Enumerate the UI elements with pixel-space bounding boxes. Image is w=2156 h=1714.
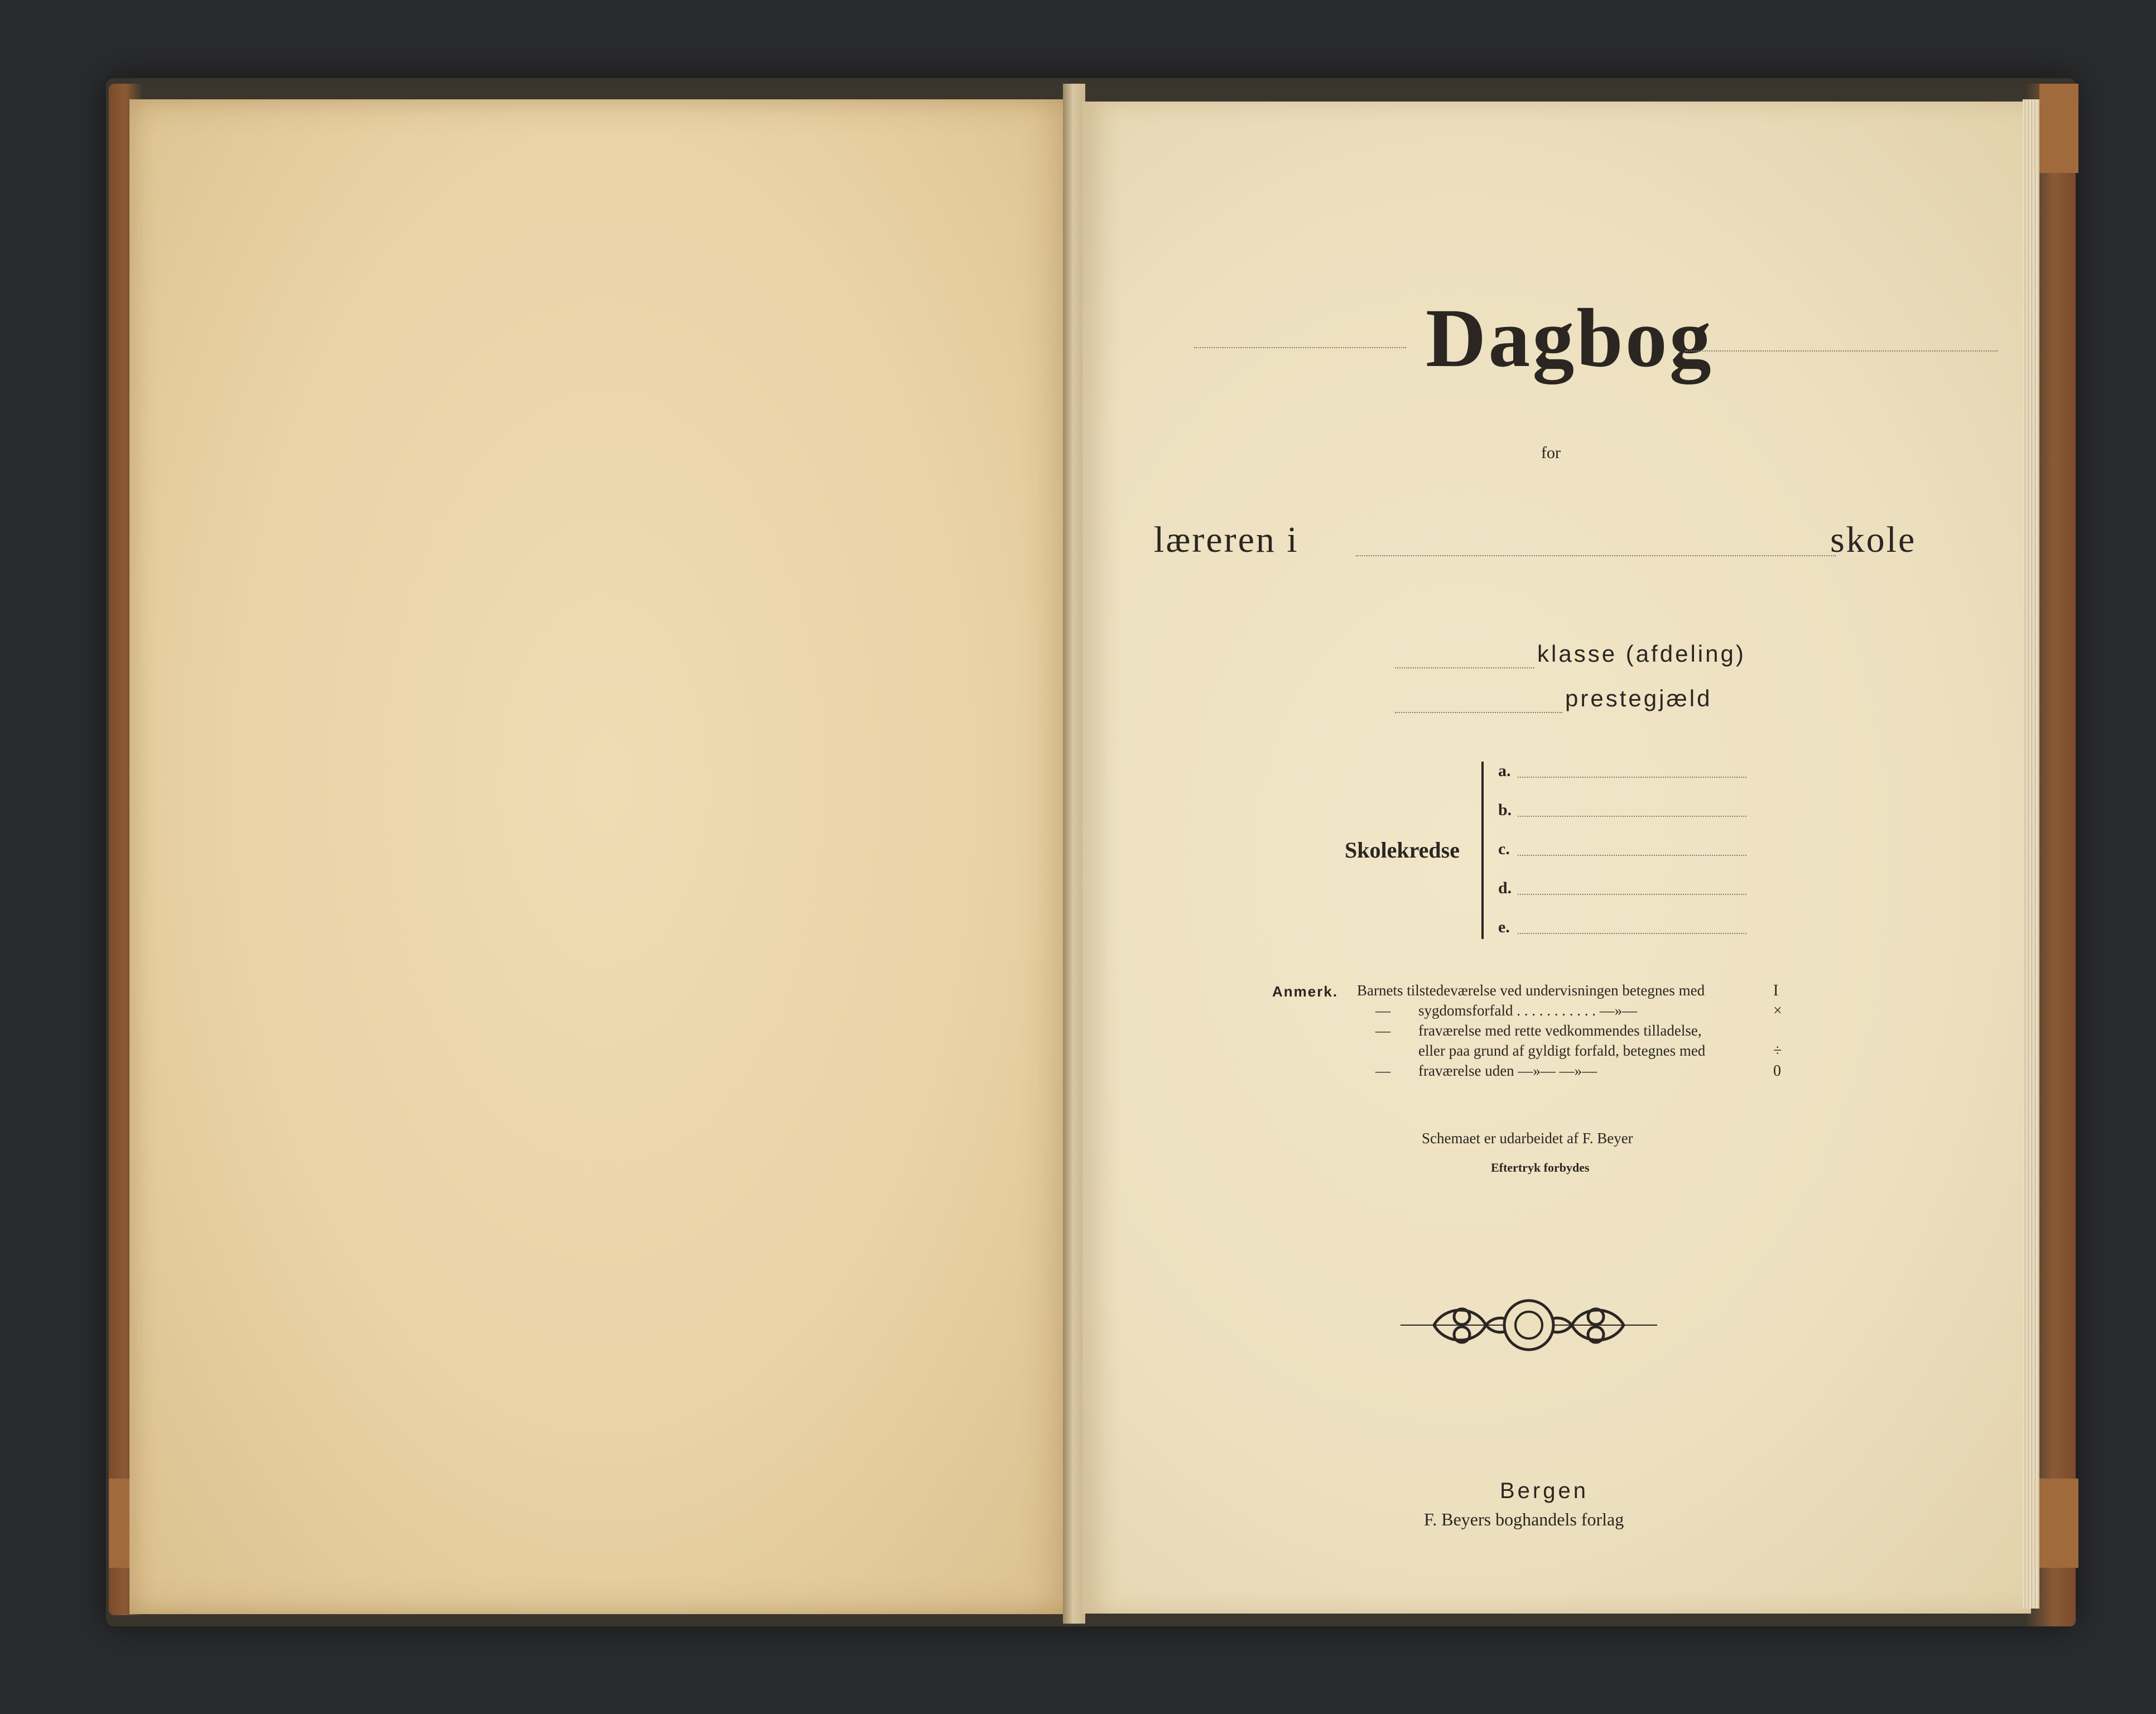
prestegjaeld-line: [1395, 712, 1562, 713]
anmerk-line: Barnets tilstedeværelse ved undervisningen betegnes med: [1357, 982, 1705, 999]
anmerk-mark: ×: [1773, 1002, 1782, 1019]
klasse-line: [1395, 667, 1534, 668]
anmerk-dash: —: [1375, 1022, 1390, 1039]
anmerk-mark: 0: [1773, 1062, 1781, 1080]
klasse-label: klasse (afdeling): [1537, 641, 1746, 667]
teacher-suffix: skole: [1830, 519, 1917, 560]
anmerk-label: Anmerk.: [1272, 983, 1339, 1000]
leather-corner: [2039, 84, 2078, 173]
anmerk-dash: —: [1375, 1062, 1390, 1079]
anmerk-line: sygdomsforfald . . . . . . . . . . . —»—: [1418, 1002, 1638, 1019]
fill-line: [1685, 350, 1998, 352]
anmerk-mark: ÷: [1773, 1042, 1782, 1060]
kredse-item: a.: [1498, 762, 1511, 780]
kredse-item: d.: [1498, 879, 1512, 897]
for-word: for: [1541, 444, 1561, 462]
kredse-line: [1518, 855, 1746, 856]
city: Bergen: [1500, 1479, 1589, 1503]
teacher-prefix: læreren i: [1154, 519, 1299, 560]
kredse-line: [1518, 894, 1746, 895]
skolekredse-label: Skolekredse: [1345, 837, 1460, 863]
anmerk-dash: —: [1375, 1002, 1390, 1019]
book-gutter: [1063, 84, 1085, 1624]
leather-corner: [2039, 1479, 2078, 1568]
anmerk-line: fraværelse uden —»— —»—: [1418, 1062, 1597, 1079]
anmerk-line: fraværelse med rette vedkommendes tilladelse,: [1418, 1022, 1702, 1039]
kredse-item: c.: [1498, 840, 1510, 858]
prestegjaeld-label: prestegjæld: [1565, 685, 1712, 711]
brace: [1481, 762, 1484, 939]
schema-credit: Schemaet er udarbeidet af F. Beyer: [1422, 1130, 1633, 1147]
page-edges: [2023, 99, 2039, 1609]
anmerk-mark: I: [1773, 982, 1779, 999]
printer-ornament: [1395, 1283, 1663, 1367]
kredse-line: [1518, 816, 1746, 817]
left-endpaper: [129, 99, 1078, 1614]
reprint-notice: Eftertryk forbydes: [1491, 1161, 1590, 1174]
publisher: F. Beyers boghandels forlag: [1424, 1509, 1624, 1529]
school-name-line: [1356, 555, 1836, 556]
kredse-item: b.: [1498, 801, 1512, 819]
kredse-item: e.: [1498, 918, 1510, 936]
kredse-line: [1518, 777, 1746, 778]
page-title: Dagbog: [1426, 292, 1714, 384]
anmerk-line: eller paa grund af gyldigt forfald, betegnes med: [1418, 1042, 1706, 1059]
fill-line: [1194, 347, 1406, 348]
kredse-line: [1518, 933, 1746, 934]
